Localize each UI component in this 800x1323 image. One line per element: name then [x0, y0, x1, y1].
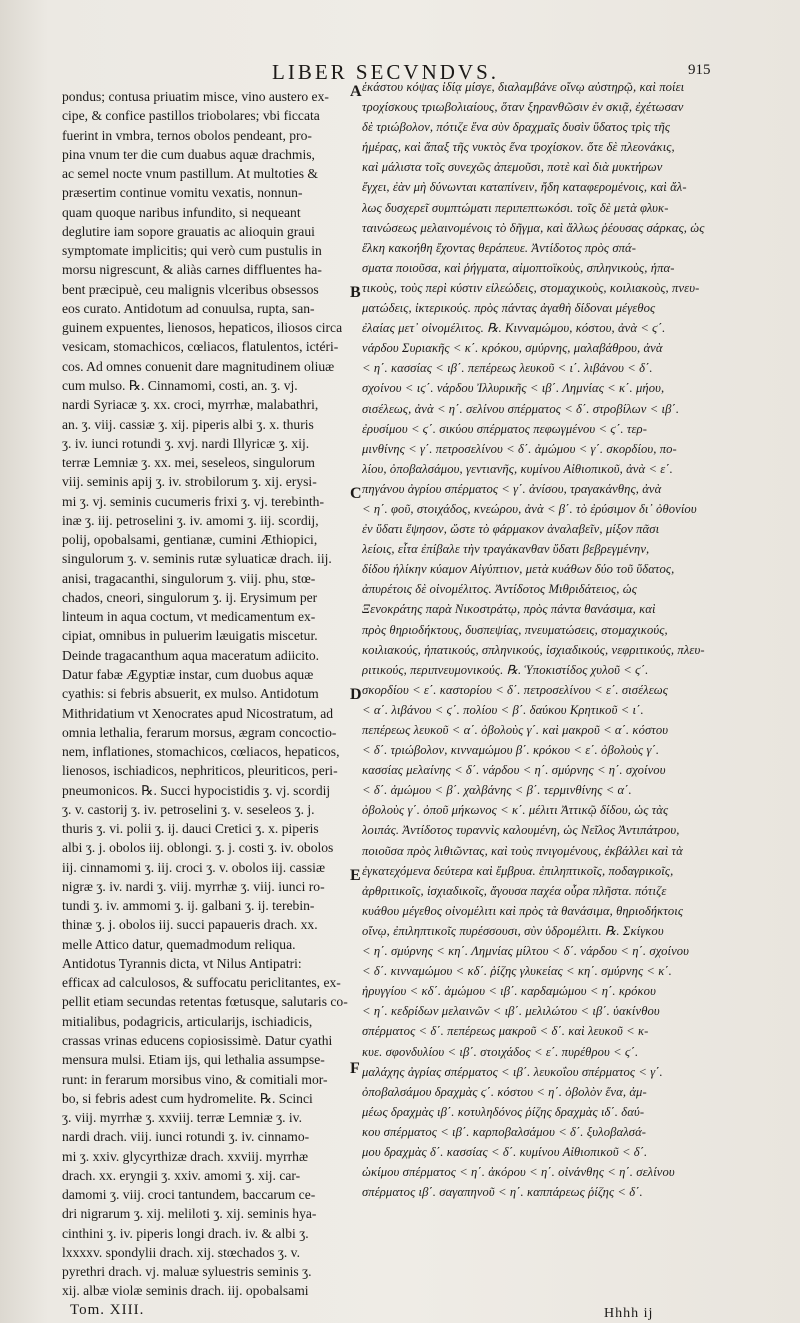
page-title: LIBER SECVNDVS.: [272, 60, 500, 84]
latin-text-line: lxxxxv. spondylii drach. xij. stœchados ʒ. v.: [62, 1244, 300, 1260]
greek-text-line: ἐλαίας μετ᾽ οἰνομέλιτος. ℞. Κινναμώμου, κόστου, ἀνὰ < ϛ΄.: [362, 321, 666, 336]
greek-text-line: μέως δραχμὰς ιβ΄. κοτυληδόνος ῥίζης δραχμὰς ιδ΄. δαύ-: [362, 1104, 645, 1119]
latin-text-line: thuris ʒ. vi. polii ʒ. ij. dauci Cretici ʒ. x. piperis: [62, 821, 319, 837]
latin-text-line: drach. xx. eryngii ʒ. xxiv. amomi ʒ. xij. car-: [62, 1167, 301, 1183]
latin-text-line: dri nigrarum ʒ. xij. meliloti ʒ. xij. seminis hya-: [62, 1206, 317, 1222]
greek-text-line: < η΄. φοῦ, στοιχάδος, κνεώρου, ἀνὰ < β΄. τὸ ἐρύσιμον δι᾽ ὀθονίου: [362, 501, 697, 516]
latin-text-line: quam quoque naribus infundito, si nequeant: [62, 204, 301, 220]
latin-text-line: tundi ʒ. iv. ammomi ʒ. ij. galbani ʒ. ij. terebin-: [62, 898, 315, 914]
greek-text-line: μου δραχμὰς δ΄. κασσίας < δ΄. κυμίνου Αἰθιοπικοῦ < δ΄.: [362, 1144, 648, 1159]
latin-text-line: deglutire iam sopore grauatis ac alioquin graui: [62, 223, 315, 239]
greek-text-line: κου σπέρματος < ιβ΄. καρποβαλσάμου < δ΄. ξυλοβαλσά-: [362, 1124, 647, 1139]
greek-text-line: ἀρθριτικοῖς, ἰσχιαδικοῖς, ἄγουσα παχέα οὖρα πλῆστα. πότιζε: [362, 883, 667, 898]
latin-text-line: Datur fabæ Ægyptiæ instar, cum duobus aquæ: [62, 666, 314, 682]
latin-text-line: ʒ. iv. iunci rotundi ʒ. xvj. nardi Illyricæ ʒ. xij.: [62, 435, 310, 451]
latin-text-line: Mithridatium vt Xenocrates apud Nicostratum, ad: [62, 705, 334, 721]
greek-text-line: ἐν ὕδατι ἕψησον, ὥστε τὸ φάρμακον ἀναλαβεῖν, μίξον πᾶσι: [362, 522, 660, 537]
greek-text-line: < δ΄. κινναμώμου < κδ΄. ῥίζης γλυκείας < κη΄. σμύρνης < κ΄.: [362, 964, 672, 979]
greek-text-line: πεπέρεως λευκοῦ < α΄. ὀβολοὺς γ΄. καὶ μακροῦ < α΄. κόστου: [362, 723, 669, 737]
latin-text-line: cinthini ʒ. iv. piperis longi drach. iv. & albi ʒ.: [62, 1225, 309, 1241]
greek-text-line: ἡμέρας, καὶ ἅπαξ τῆς νυκτὸς ἕνα τροχίσκον. ὅτε δὲ πλεονάκις,: [362, 140, 675, 155]
greek-text-line: ριτικούς, περιπνευμονικούς. ℞. Ὑποκιστίδος χυλοῦ < ϛ΄.: [362, 662, 649, 677]
latin-text-line: iij. cinnamomi ʒ. iij. croci ʒ. v. obolos iij. cassiæ: [62, 859, 326, 875]
latin-text-line: cum mulso. ℞. Cinnamomi, costi, an. ʒ. vj.: [62, 377, 298, 393]
greek-text-line: ματώδεις, ἰκτερικούς. πρὸς πάντας ἀγαθὴ δίδοναι μέγεθος: [362, 301, 656, 316]
greek-text-line: ἐγκατεχόμενα δεύτερα καὶ ἔμβρυα. ἐπιληπτικοῖς, ποδαγρικοῖς,: [362, 863, 674, 878]
latin-text-line: pyrethri drach. vj. maluæ syluestris seminis ʒ.: [62, 1264, 312, 1280]
latin-text-line: nardi Syriacæ ʒ. xx. croci, myrrhæ, malabathri,: [62, 397, 319, 413]
latin-text-line: pina vnum ter die cum duabus aquæ drachmis,: [62, 146, 315, 162]
greek-text-line: < δ΄. τριώβολον, κινναμώμου β΄. κρόκου < ε΄. ὀβολοὺς γ΄.: [362, 743, 660, 758]
greek-text-line: λίου, ὀποβαλσάμου, γεντιανῆς, κυμίνου Αἰθιοπικοῦ, ἀνὰ < ε΄.: [362, 461, 673, 476]
greek-text-line: δίδου ἡλίκην κύαμον Αἰγύπτιον, μετὰ κυάθων δύο τοῦ ὕδατος,: [362, 562, 675, 577]
greek-text-line: < η΄. κασσίας < ιβ΄. πεπέρεως λευκοῦ < ι΄. λιβάνου < δ΄.: [362, 361, 653, 376]
tome-label: Tom. XIII.: [70, 1302, 145, 1318]
greek-text-line: κυάθου μέγεθος οἰνομέλιτι καὶ πρὸς τὰ θανάσιμα, θηριοδήκτοις: [362, 903, 684, 918]
latin-text-line: inæ ʒ. iij. petroselini ʒ. iv. amomi ʒ. iij. scordij,: [62, 512, 319, 528]
latin-text-line: melle Attico datur, quemadmodum reliqua.: [62, 936, 296, 952]
latin-text-line: pondus; contusa priuatim misce, vino austero ex-: [62, 89, 329, 104]
latin-column: [62, 87, 349, 1299]
greek-text-line: οἴνῳ, ἐπιληπτικοῖς πυρέσσουσι, σὺν ὑδρομέλιτι. ℞. Σκίγκου: [362, 923, 664, 938]
latin-text-line: anisi, tragacanthi, singulorum ʒ. viij. phu, stœ-: [62, 570, 316, 586]
latin-text-line: singulorum ʒ. v. seminis rutæ syluaticæ drach. iij.: [62, 551, 332, 567]
greek-text-line: ἐρυσίμου < ϛ΄. σικύου σπέρματος πεφωγμένου < ϛ΄. τερ-: [362, 421, 647, 436]
page-number: 915: [688, 62, 711, 78]
latin-text-line: mitialibus, podagricis, articularijs, ischiadicis,: [62, 1013, 313, 1029]
greek-text-line: ἑκάστου κόψας ἰδίᾳ μίσγε, διαλαμβάνε οἴνῳ αὐστηρῷ, καὶ ποίει: [362, 80, 685, 94]
latin-text-line: chados, cneori, singulorum ʒ. ij. Erysimum per: [62, 589, 318, 605]
latin-text-line: morsu nigrescunt, & aliàs carnes diffluentes ha-: [62, 262, 322, 278]
greek-text-line: ἠρυγγίου < κδ΄. ἀμώμου < ιβ΄. καρδαμώμου < η΄. κρόκου: [362, 984, 656, 999]
latin-text-line: mensura mulsi. Etiam ijs, qui lethalia assumpse-: [62, 1052, 325, 1068]
greek-text-line: καὶ μάλιστα τοῖς συνεχῶς ἀπεμοῦσι, ποτὲ καὶ διὰ μυκτήρων: [362, 160, 663, 175]
latin-text-line: vesicam, stomachicos, cœliacos, flatulentos, ictéri-: [62, 339, 339, 355]
greek-text-line: σκορδίου < ε΄. καστορίου < δ΄. πετροσελίνου < ε΄. σισέλεως: [362, 682, 668, 697]
greek-column: [362, 77, 710, 1299]
latin-text-line: nardi drach. viij. iunci rotundi ʒ. iv. cinnamo-: [62, 1129, 310, 1145]
margin-letter-f: F: [350, 1060, 360, 1077]
greek-text-line: νάρδου Συριακῆς < κ΄. κρόκου, σμύρνης, μαλαβάθρου, ἀνὰ: [362, 341, 663, 356]
latin-text-line: lienosos, ischiadicos, nephriticos, pleuriticos, peri-: [62, 763, 338, 779]
latin-text-line: ʒ. v. castorij ʒ. iv. petroselini ʒ. v. seseleos ʒ. j.: [62, 801, 315, 817]
greek-text-line: < η΄. σμύρνης < κη΄. Λημνίας μίλτου < δ΄. νάρδου < η΄. σχοίνου: [362, 944, 690, 959]
greek-text-line: μαλάχης ἀγρίας σπέρματος < ιβ΄. λευκοΐου σπέρματος < γ΄.: [362, 1064, 663, 1079]
latin-text-line: cos. Ad omnes conuenit dare magnitudinem oliuæ: [62, 358, 335, 374]
latin-text-line: nem, inflationes, stomachicos, cœliacos, hepaticos,: [62, 744, 340, 760]
greek-text-line: ἀπυρέτοις δὲ οἰνομέλιτος. Ἀντίδοτος Μιθριδάτειος, ὡς: [362, 582, 637, 597]
latin-text-line: nigræ ʒ. iv. nardi ʒ. viij. myrrhæ ʒ. viij. iunci ro-: [62, 878, 325, 894]
latin-text-line: cipiat, omnibus in puluerim læuigatis miscetur.: [62, 628, 318, 644]
greek-text-line: ἔγχει, ἐὰν μὴ δύνωνται καταπίνειν, ἤδη καταφερομένοις, καὶ ἄλ-: [362, 180, 687, 195]
latin-text-line: bo, si febris adest cum hydromelite. ℞. Scinci: [62, 1090, 313, 1106]
latin-text-line: fuerint in vmbra, ternos obolos pendeant, pro-: [62, 127, 312, 143]
greek-text-line: ἕλκη κακοήθη ἔχοντας θεράπευε. Ἀντίδοτος πρὸς σπά-: [362, 240, 637, 255]
latin-text-line: bent præcipuè, ceu malignis vlceribus obsessos: [62, 281, 319, 297]
latin-text-line: an. ʒ. viij. cassiæ ʒ. xij. piperis albi ʒ. x. thuris: [62, 416, 314, 432]
latin-text-line: ʒ. viij. myrrhæ ʒ. xxviij. terræ Lemniæ ʒ. iv.: [62, 1110, 302, 1126]
latin-text-line: præsertim continue vomitu vexatis, nonnun-: [62, 185, 303, 201]
latin-text-line: thinæ ʒ. j. obolos iij. succi papaueris drach. xx.: [62, 917, 318, 933]
margin-letter-d: D: [350, 686, 362, 703]
latin-text-line: Deinde tragacanthum aqua maceratum adiicito.: [62, 647, 320, 663]
latin-text-line: albi ʒ. j. obolos iij. oblongi. ʒ. j. costi ʒ. iv. obolos: [62, 840, 334, 856]
latin-text-line: pellit etiam secundas retentas fœtusque, salutaris co-: [62, 994, 348, 1010]
margin-letter-e: E: [350, 867, 361, 884]
latin-text-line: cyathis: si febris absuerit, ex mulso. Antidotum: [62, 686, 319, 702]
greek-text-line: κοιλιακούς, ἡπατικούς, σπληνικούς, ἰσχιαδικούς, νεφριτικούς, πλευ-: [362, 642, 705, 657]
greek-text-line: < η΄. κεδρίδων μελαινῶν < ιβ΄. μελιλώτου < ιβ΄. ὑακίνθου: [362, 1004, 660, 1019]
greek-text-line: λοιπάς. Ἀντίδοτος τυραννὶς καλουμένη, ὡς Νεῖλος Ἀντιπάτρου,: [362, 823, 680, 838]
margin-letter-c: C: [350, 485, 362, 502]
greek-text-line: ὀποβαλσάμου δραχμὰς ϛ΄. κόστου < η΄. ὀβολὸν ἕνα, ἀμ-: [362, 1084, 647, 1099]
signature-mark: Hhhh ij: [604, 1306, 654, 1321]
greek-text-line: ὀβολοὺς γ΄. ὀποῦ μήκωνος < κ΄. μέλιτι Ἀττικῷ δίδου, ὡς τὰς: [362, 803, 669, 818]
margin-letter-a: A: [350, 83, 362, 100]
greek-text-line: κυε. σφονδυλίου < ιβ΄. στοιχάδος < ε΄. πυρέθρου < ϛ΄.: [362, 1044, 639, 1059]
latin-text-line: cipe, & confice pastillos triobolares; vbi ficcata: [62, 108, 320, 124]
latin-text-line: runt: in ferarum morsibus vino, & comitiali mor-: [62, 1071, 328, 1087]
greek-text-line: τροχίσκους τριωβολιαίους, ὅταν ξηρανθῶσιν ἐν σκιᾷ, ἐχέτωσαν: [362, 100, 684, 115]
greek-text-line: Ξενοκράτης παρὰ Νικοστράτῳ, πρὸς πάντα θανάσιμα, καὶ: [362, 602, 656, 617]
greek-text-line: πρὸς θηριοδήκτους, δυσπεψίας, πνευματώσεις, στομαχικούς,: [362, 622, 668, 637]
greek-text-line: λείοις, εἶτα ἐπίβαλε τὴν τραγάκανθαν ὕδατι βεβρεγμένην,: [362, 542, 650, 557]
greek-text-line: σχοίνου < ιϛ΄. νάρδου Ἰλλυρικῆς < ιβ΄. Λημνίας < κ΄. μήου,: [362, 381, 665, 396]
greek-text-line: σπέρματος < δ΄. πεπέρεως μακροῦ < δ΄. καὶ λευκοῦ < κ-: [362, 1024, 649, 1039]
greek-text-line: σπέρματος ιβ΄. σαγαπηνοῦ < η΄. καππάρεως ῥίζης < δ΄.: [362, 1185, 643, 1200]
greek-text-line: σισέλεως, ἀνὰ < η΄. σελίνου σπέρματος < δ΄. στροβίλων < ιβ΄.: [362, 401, 680, 416]
latin-text-line: damomi ʒ. viij. croci tantundem, baccarum ce-: [62, 1187, 316, 1203]
latin-text-line: ac semel nocte vnum pastillum. At multoties &: [62, 166, 318, 182]
latin-text-line: polij, opobalsami, gentianæ, cumini Æthiopici,: [62, 532, 318, 548]
latin-text-line: symptomate implicitis; qui verò cum pustulis in: [62, 243, 322, 259]
latin-text-line: Antidotus Tyrannis dicta, vt Nilus Antipatri:: [62, 955, 302, 971]
greek-text-line: πηγάνου ἀγρίου σπέρματος < γ΄. ἀνίσου, τραγακάνθης, ἀνὰ: [362, 481, 662, 496]
greek-text-line: ταινώσεως μελαινομένοις τὸ δῆγμα, καὶ ἄλλως ῥέουσας σάρκας, ὡς: [362, 220, 705, 235]
latin-text-line: efficax ad calculosos, & suffocatu periclitantes, ex-: [62, 975, 341, 991]
greek-text-line: δὲ τριώβολον, πότιζε ἕνα σὺν δραχμαῖς δυσὶν ὕδατος τρὶς τῆς: [362, 120, 671, 135]
latin-text-line: mi ʒ. xxiv. glycyrthizæ drach. xxviij. myrrhæ: [62, 1148, 309, 1164]
latin-text-line: guinem expuentes, lienosos, hepaticos, iliosos circa: [62, 320, 343, 336]
latin-text-line: crassas vrinas educens copiosissimè. Datur cyathi: [62, 1033, 333, 1049]
greek-text-line: ὠκίμου σπέρματος < η΄. ἀκόρου < η΄. οἰνάνθης < η΄. σελίνου: [362, 1165, 675, 1180]
latin-text-line: linteum in aqua coctum, vt medicamentum ex-: [62, 609, 316, 625]
greek-text-line: σματα ποιοῦσα, καὶ ῥήγματα, αἱμοπτοϊκοὺς, σπληνικοὺς, ἡπα-: [362, 260, 675, 275]
greek-text-line: μινθίνης < γ΄. πετροσελίνου < δ΄. ἀμώμου < γ΄. σκορδίου, πο-: [362, 441, 677, 456]
greek-text-line: < δ΄. ἀμώμου < β΄. χαλβάνης < β΄. τερμινθίνης < α΄.: [362, 783, 632, 798]
greek-text-line: < α΄. λιβάνου < ϛ΄. πολίου < β΄. δαύκου Κρητικοῦ < ι΄.: [362, 702, 644, 717]
latin-text-line: terræ Lemniæ ʒ. xx. mei, seseleos, singulorum: [62, 455, 315, 471]
latin-text-line: omnia lethalia, ferarum morsus, ægram concoctio-: [62, 724, 337, 740]
margin-letter-b: B: [350, 284, 361, 301]
latin-text-line: eos curato. Antidotum ad conuulsa, rupta, san-: [62, 300, 315, 316]
greek-text-line: ποιοῦσα πρὸς λιθιῶντας, καὶ τοὺς πνιγομένους, ἐκβάλλει καὶ τὰ: [362, 843, 683, 858]
latin-text-line: pneumonicos. ℞. Succi hypocistidis ʒ. vj. scordij: [62, 782, 331, 798]
greek-text-line: λως δυσχερεῖ συμπτώματι περιπεπτωκόσι. τοῖς δὲ μετὰ φλυκ-: [362, 200, 669, 215]
greek-text-line: τικοὺς, τοὺς περὶ κύστιν εἰλεώδεις, στομαχικοὺς, κοιλιακοὺς, πνευ-: [362, 280, 700, 295]
greek-text-line: κασσίας μελαίνης < δ΄. νάρδου < η΄. σμύρνης < η΄. σχοίνου: [362, 763, 666, 778]
latin-text-line: mi ʒ. vj. seminis cucumeris frixi ʒ. vj. terebinth-: [62, 493, 324, 509]
latin-text-line: viij. seminis apij ʒ. iv. strobilorum ʒ. xij. erysi-: [62, 474, 317, 490]
latin-text-line: xij. albæ violæ seminis drach. iij. opobalsami: [62, 1283, 309, 1299]
